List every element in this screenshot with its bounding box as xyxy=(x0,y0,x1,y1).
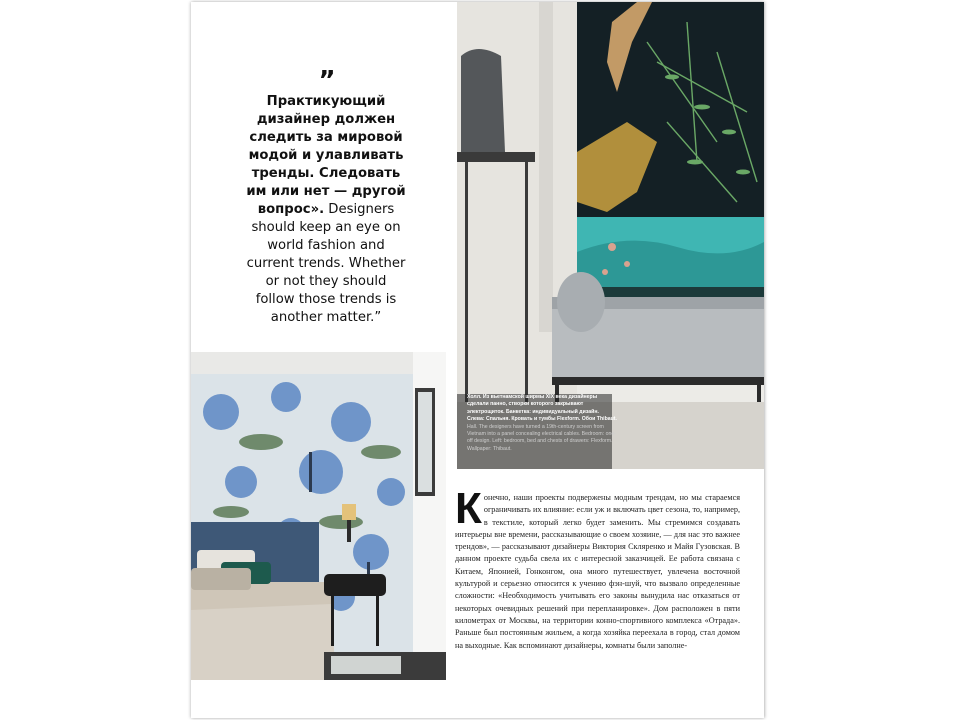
article-text: онечно, наши проекты подвержены модным трендам, но мы стараемся ограничивать их влияние: если уж и включать цвет сезона, то, например, в текстиле, который легко будет заменить. Мы стремимся создавать интерьеры вне времени, рассказывающие о своем хозяине, — для нас это важнее трендов», — рассказывают дизайнеры Виктория Скляренко и Майя Гузовская. В данном проекте судьба свела их с интересной заказчицей. Ее работа связана с Китаем, Японией, Гонконгом, она много путешествует, увлечена восточной культурой и серьезно относится к учению фэн-шуй, что вызвало определенные сложности: «Необходимость учитывать его законы вынудила нас отказаться от некоторых очевидных решений при перепланировке». Дом расположен в пяти километрах от Москвы, на территории конно-спортивного комплекса «Отрада». Раньше был постоянным жильем, а когда хозяйка переехала в город, стал домом на выходные. Как вспоминают дизайнеры, комнаты были заполне- xyxy=(455,493,740,650)
pull-quote xyxy=(246,66,406,326)
article-body xyxy=(455,484,740,652)
hall-photo xyxy=(457,2,764,469)
quote-english-text: Designers should keep an eye on world fashion and current trends. Whether or not they should follow those trends is another matter.” xyxy=(246,202,406,325)
caption-russian: Холл. Из вьетнамской ширмы XIX века дизайнеры сделали панно, створки которого закрывают электрощиток. Банкетка: индивидуальный дизайн. Слева: Спальня. Кровать и тумбы Flexform. Обои Thibaut. xyxy=(467,394,617,423)
bedroom-photo-illustration xyxy=(191,352,446,680)
bedroom-photo xyxy=(191,352,446,680)
quote-russian-text: Практикующий дизайнер должен следить за мировой модой и улавливать тренды. Следовать им или нет — другой вопрос». xyxy=(246,94,406,217)
caption-english: Hall. The designers have turned a 19th-century screen from Vietnam into a panel concealing electrical cables. Bedroom: one-off design. Left: bedroom, bed and chests of drawers: Flexform. Wallpaper: Thibaut. xyxy=(467,423,616,452)
magazine-page xyxy=(191,2,764,718)
quote-mark: ” xyxy=(318,66,334,96)
drop-cap: К xyxy=(455,484,482,533)
photo-caption xyxy=(467,394,617,453)
